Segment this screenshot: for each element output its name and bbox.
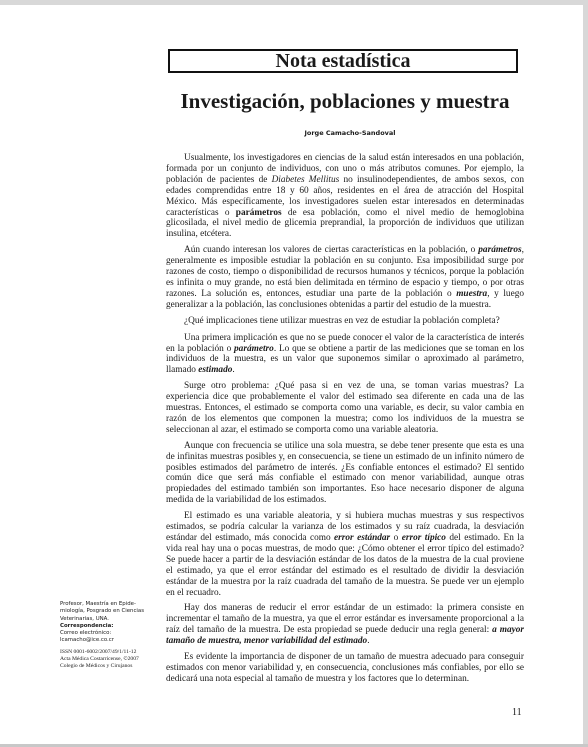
paragraph-text: , y luego generalizar a la población, las conclusiones obtenidas a partir del estudio de la muestra. xyxy=(166,288,525,310)
article-body xyxy=(166,153,524,690)
article-author: Jorge Camacho-Sandoval xyxy=(304,129,396,137)
affiliation-line: Veterinarias, UNA. xyxy=(60,615,109,622)
emphasis-rule: a mayor tamaño de muestra, menor variabilidad del estimado xyxy=(166,625,524,647)
paragraph-text: , generalmente es imposible estudiar la población en su conjunto. Esa imposibilidad surge por razones de costo, tiempo o disponibilidad de recursos humanos y técnicos, porque la población es infinita o muy grande, no está bien delimitada en término de espacio y tiempo, o por otras razones. La solución es, entonces, estudiar una parte de la población o xyxy=(166,245,524,299)
issn-line: ISSN 0001-6002/2007/49/1/11-12 xyxy=(60,648,137,655)
paragraph-2 xyxy=(166,245,524,310)
publisher-line: Colegio de Médicos y Cirujanos xyxy=(60,662,133,669)
emphasis-term: Diabetes Mellitus xyxy=(271,174,340,185)
paragraph-text: . xyxy=(232,365,235,376)
emphasis-term: estimado xyxy=(198,365,233,376)
article-title: Investigación, poblaciones y muestra xyxy=(180,89,510,113)
paragraph-text: Aún cuando interesan los valores de ciertas características en la población, o xyxy=(184,245,479,256)
paragraph-4 xyxy=(166,333,524,377)
paragraph-6: Aunque con frecuencia se utilice una sola muestra, se debe tener presente que esta es una de infinitas muestras posibles y, en consecuencia, se tiene un estimado de un infinito número de posibles estimados del parámetro de interés. ¿Es confiable entonces el estimado? El sentido común dice que será más confiable el estimado con menor variabilidad, aunque otras propiedades del estimado también son importantes. Eso hace necesario disponer de alguna medida de la variabilidad de los estimados. xyxy=(166,440,524,506)
affiliation-line: Profesor, Maestría en Epide- xyxy=(60,601,136,607)
paragraph-text: o xyxy=(390,533,402,543)
page-right-edge xyxy=(583,0,588,747)
paragraph-text: El estimado es una variable aleatoria, y si hubiera muchas muestras y sus respectivos estimados, se podría calcular la varianza de los estimados y su raíz cuadrada, la desviación estándar del estimado, más conocida como xyxy=(166,511,524,543)
author-sidenote xyxy=(60,601,152,670)
paragraph-5: Surge otro problema: ¿Qué pasa si en vez de una, se toman varias muestras? La experiencia dice que probablemente el valor del estimado sea diferente en cada una de las muestras. Entonces, el estimado se comporta como una variable, es decir, su valor cambia en razón de los elementos que componen la muestra; como los individuos de la muestra se seleccionan al azar, el estimado se comporta como una variable aleatoria. xyxy=(166,381,524,435)
paragraph-text: no insulinodependientes, de ambos sexos, con edades comprendidas entre 18 y 60 años, residentes en el área de atracción del Hospital México. Más específicamente, los investigadores suelen estar interesados en determinadas características o xyxy=(166,174,524,218)
affiliation-line: miología, Posgrado en Ciencias xyxy=(60,608,145,615)
paragraph-3-question: ¿Qué implicaciones tiene utilizar muestras en vez de estudiar la población completa? xyxy=(184,315,500,326)
paragraph-text: Una primera implicación es que no se puede conocer el valor de la característica de interés en la población o xyxy=(166,332,524,354)
paragraph-7 xyxy=(166,511,524,598)
paragraph-text: de esa población, como el nivel medio de hemoglobina glicosilada, el nivel medio de glicemia preprandial, la proporción de individuos que utilizan insulina, etcétera. xyxy=(166,207,524,240)
paragraph-text: Usualmente, los investigadores en ciencias de la salud están interesados en una población, formada por un conjunto de individuos, con uno o más atributos comunes. Por ejemplo, la población de pacientes de xyxy=(166,153,524,185)
page-number: 11 xyxy=(512,707,522,718)
paragraph-text: del estimado. En la vida real hay una o pocas muestras, de modo que: ¿Cómo obtener el error típico del estimado? Se puede hacer a partir de la desviación estándar de los datos de la muestra de la cual proviene el estimado, ya que el error estándar del estimado es el resultado de dividir la desviación estándar de la muestra por la raíz cuadrada del tamaño de la muestra. Se puede ver un ejemplo en el recuadro. xyxy=(166,533,525,598)
emphasis-term: error estándar xyxy=(334,533,391,543)
correspondence-label: Correspondencia: xyxy=(60,622,114,629)
paragraph-1 xyxy=(166,153,524,240)
section-header: Nota estadística xyxy=(168,49,518,73)
emphasis-term: parámetros xyxy=(478,245,522,256)
paragraph-text: Hay dos maneras de reducir el error estándar de un estimado: la primera consiste en incrementar el tamaño de la muestra, ya que el error estándar es inversamente proporcional a la raíz del tamaño de la muestra. De esta propiedad se puede deducir una regla general: xyxy=(166,603,524,636)
page-top-edge xyxy=(0,0,588,5)
journal-line: Acta Médica Costarricense, ©2007 xyxy=(60,655,139,662)
emphasis-term: muestra xyxy=(456,288,488,299)
paragraph-text: . xyxy=(367,636,370,647)
emphasis-term: error típico xyxy=(401,533,446,543)
paragraph-text: . Lo que se obtiene a partir de las mediciones que se toman en los individuos de la muestra, es un valor que suponemos similar o aproximado al parámetro, llamado xyxy=(166,343,525,376)
email-address: lcamacho@ice.co.cr xyxy=(60,637,114,644)
bold-term: parámetros xyxy=(235,207,282,218)
emphasis-term: parámetro xyxy=(234,343,274,354)
email-label: Correo electrónico: xyxy=(60,630,112,637)
paragraph-8 xyxy=(166,603,524,647)
paragraph-9: Es evidente la importancia de disponer de un tamaño de muestra adecuado para conseguir estimados con menor variabilidad y, en consecuencia, conclusiones más confiables, por ello se dedicará una nota especial al tamaño de muestra y los factores que lo determinan. xyxy=(166,652,524,684)
